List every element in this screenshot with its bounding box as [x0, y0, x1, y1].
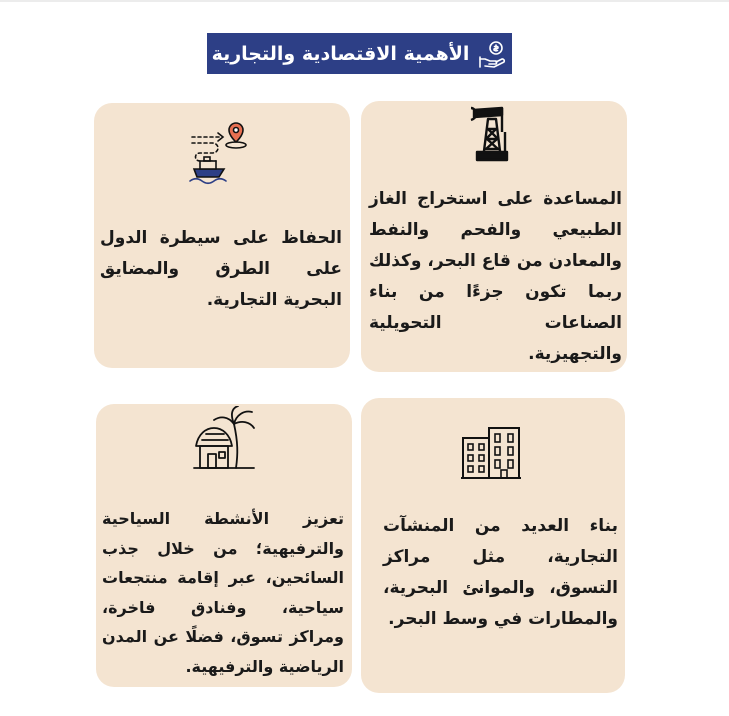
card-commercial-facilities — [361, 398, 625, 693]
beach-hut-icon — [192, 406, 258, 476]
section-header — [207, 33, 512, 74]
card-text: الحفاظ على سيطرة الدول على الطرق والمضايق البحرية التجارية. — [100, 228, 342, 310]
card-text: بناء العديد من المنشآت التجارية، مثل مراكز التسوق، والموانئ البحرية، والمطارات في وسط البحر. — [383, 516, 618, 629]
section-title: الأهمية الاقتصادية والتجارية — [211, 42, 470, 65]
money-hand-icon — [477, 39, 507, 69]
card-text: المساعدة على استخراج الغاز الطبيعي والفحم والنفط والمعادن من قاع البحر، وكذلك ربما تكون جزءًا من بناء الصناعات التحويلية والتجهيزية. — [369, 189, 622, 364]
top-divider — [0, 0, 729, 2]
oil-pump-icon — [469, 104, 515, 166]
card-resource-extraction — [361, 101, 627, 372]
card-maritime-routes — [94, 103, 350, 368]
buildings-icon — [459, 424, 523, 484]
card-text: تعزيز الأنشطة السياحية والترفيهية؛ من خلال جذب السائحين، عبر إقامة منتجعات سياحية، وفنادق فاخرة، ومراكز تسوق، فضلًا عن المدن الرياضية والترفيهية. — [102, 509, 344, 676]
ship-route-icon — [188, 119, 254, 189]
card-tourism — [96, 404, 352, 687]
